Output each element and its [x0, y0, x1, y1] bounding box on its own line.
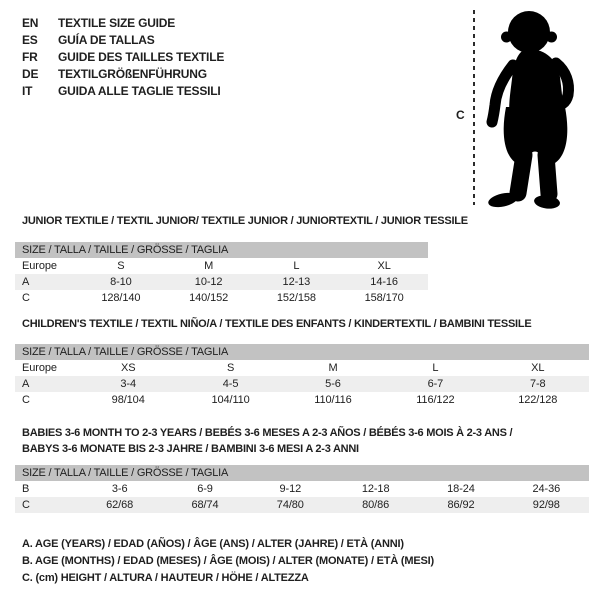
language-title: GUIDE DES TAILLES TEXTILE: [58, 50, 225, 64]
cell: 74/80: [276, 499, 304, 511]
babies-table-section: [15, 425, 589, 513]
cell: XL: [377, 260, 391, 272]
table-row: [15, 376, 589, 392]
children-table-section: [15, 318, 589, 408]
babies-size-table: [15, 465, 589, 513]
footnote-a: A. AGE (YEARS) / EDAD (AÑOS) / ÂGE (ANS) / ALTER (JAHRE) / ETÀ (ANNI): [22, 538, 404, 550]
cell: 6-7: [427, 378, 444, 390]
cell: 116/122: [416, 394, 455, 406]
table-row: [15, 258, 428, 274]
language-title: TEXTILE SIZE GUIDE: [58, 16, 176, 30]
table-row: [15, 274, 428, 290]
junior-size-table: [15, 242, 428, 306]
language-title: TEXTILGRÖßENFÜHRUNG: [58, 67, 207, 81]
cell: 5-6: [325, 378, 341, 390]
language-row-de: [22, 66, 224, 83]
language-row-fr: [22, 49, 224, 66]
language-row-en: [22, 15, 224, 32]
cell: 62/68: [106, 499, 134, 511]
cell: M: [204, 260, 214, 272]
cell: 128/140: [101, 292, 141, 304]
cell: M: [328, 362, 338, 374]
junior-table-section: [15, 215, 468, 306]
row-label: A: [22, 276, 30, 288]
table-row: [15, 360, 589, 376]
toddler-height-figure: [450, 7, 580, 212]
cell: 3-4: [120, 378, 136, 390]
cell: 140/152: [189, 292, 229, 304]
cell: S: [117, 260, 125, 272]
cell: 8-10: [110, 276, 132, 288]
language-row-es: [22, 32, 224, 49]
language-row-it: [22, 83, 224, 100]
cell: S: [226, 362, 235, 374]
cell: 12-13: [282, 276, 311, 288]
cell: 24-36: [532, 483, 561, 495]
language-code: IT: [22, 84, 33, 98]
table-row: [15, 290, 428, 306]
cell: 12-18: [361, 483, 390, 495]
cell: 104/110: [211, 394, 250, 406]
cell: 7-8: [529, 378, 546, 390]
cell: 18-24: [447, 483, 475, 495]
cell: 4-5: [222, 378, 239, 390]
cell: 98/104: [111, 394, 145, 406]
language-title: GUIDA ALLE TAGLIE TESSILI: [58, 84, 221, 98]
language-code: EN: [22, 16, 39, 30]
language-title: GUÍA DE TALLAS: [58, 33, 155, 47]
cell: 122/128: [518, 394, 558, 406]
children-table-title: CHILDREN'S TEXTILE / TEXTIL NIÑO/A / TEXTILE DES ENFANTS / KINDERTEXTIL / BAMBINI TESSILE: [22, 318, 532, 330]
row-label: A: [22, 378, 30, 390]
row-label: Europe: [22, 362, 57, 374]
cell: 152/158: [276, 292, 316, 304]
cell: 110/116: [314, 394, 352, 406]
language-code: FR: [22, 50, 38, 64]
cell: L: [432, 362, 439, 374]
cell: 14-16: [370, 276, 398, 288]
cell: XL: [531, 362, 545, 374]
row-label: Europe: [22, 260, 57, 272]
cell: 80/86: [362, 499, 390, 511]
cell: 9-12: [279, 483, 302, 495]
babies-table-title-line1: BABIES 3-6 MONTH TO 2-3 YEARS / BEBÉS 3-6 MESES A 2-3 AÑOS / BÉBÉS 3-6 MOIS À 2-3 ANS /: [22, 427, 513, 439]
height-label-c: C: [456, 108, 465, 122]
size-header: SIZE / TALLA / TAILLE / GRÖSSE / TAGLIA: [15, 242, 428, 258]
cell: 92/98: [532, 499, 560, 511]
children-size-table: [15, 344, 589, 408]
row-label: C: [22, 292, 30, 304]
cell: 6-9: [197, 483, 213, 495]
row-label: B: [22, 483, 30, 495]
size-header: SIZE / TALLA / TAILLE / GRÖSSE / TAGLIA: [15, 344, 589, 360]
table-row: [15, 481, 589, 497]
footnote-c: C. (cm) HEIGHT / ALTURA / HAUTEUR / HÖHE / ALTEZZA: [22, 572, 309, 584]
cell: 158/170: [364, 292, 404, 304]
cell: L: [293, 260, 300, 272]
cell: 68/74: [191, 499, 219, 511]
cell: XS: [120, 362, 136, 374]
row-label: C: [22, 394, 30, 406]
language-code: ES: [22, 33, 38, 47]
language-title-list: [22, 15, 224, 100]
footnote-b: B. AGE (MONTHS) / EDAD (MESES) / ÂGE (MOIS) / ALTER (MONATE) / ETÀ (MESI): [22, 555, 434, 567]
cell: 86/92: [447, 499, 475, 511]
table-row: [15, 392, 589, 408]
size-header: SIZE / TALLA / TAILLE / GRÖSSE / TAGLIA: [15, 465, 589, 481]
toddler-silhouette-icon: [487, 11, 569, 210]
junior-table-title: JUNIOR TEXTILE / TEXTIL JUNIOR/ TEXTILE JUNIOR / JUNIORTEXTIL / JUNIOR TESSILE: [22, 215, 468, 227]
footnotes: [22, 536, 434, 587]
row-label: C: [22, 499, 30, 511]
table-row: [15, 497, 589, 513]
babies-table-title: [15, 425, 589, 457]
babies-table-title-line2: BABYS 3-6 MONATE BIS 2-3 JAHRE / BAMBINI 3-6 MESI A 2-3 ANNI: [22, 443, 359, 455]
cell: 3-6: [111, 483, 128, 495]
language-code: DE: [22, 67, 39, 81]
cell: 10-12: [194, 276, 223, 288]
